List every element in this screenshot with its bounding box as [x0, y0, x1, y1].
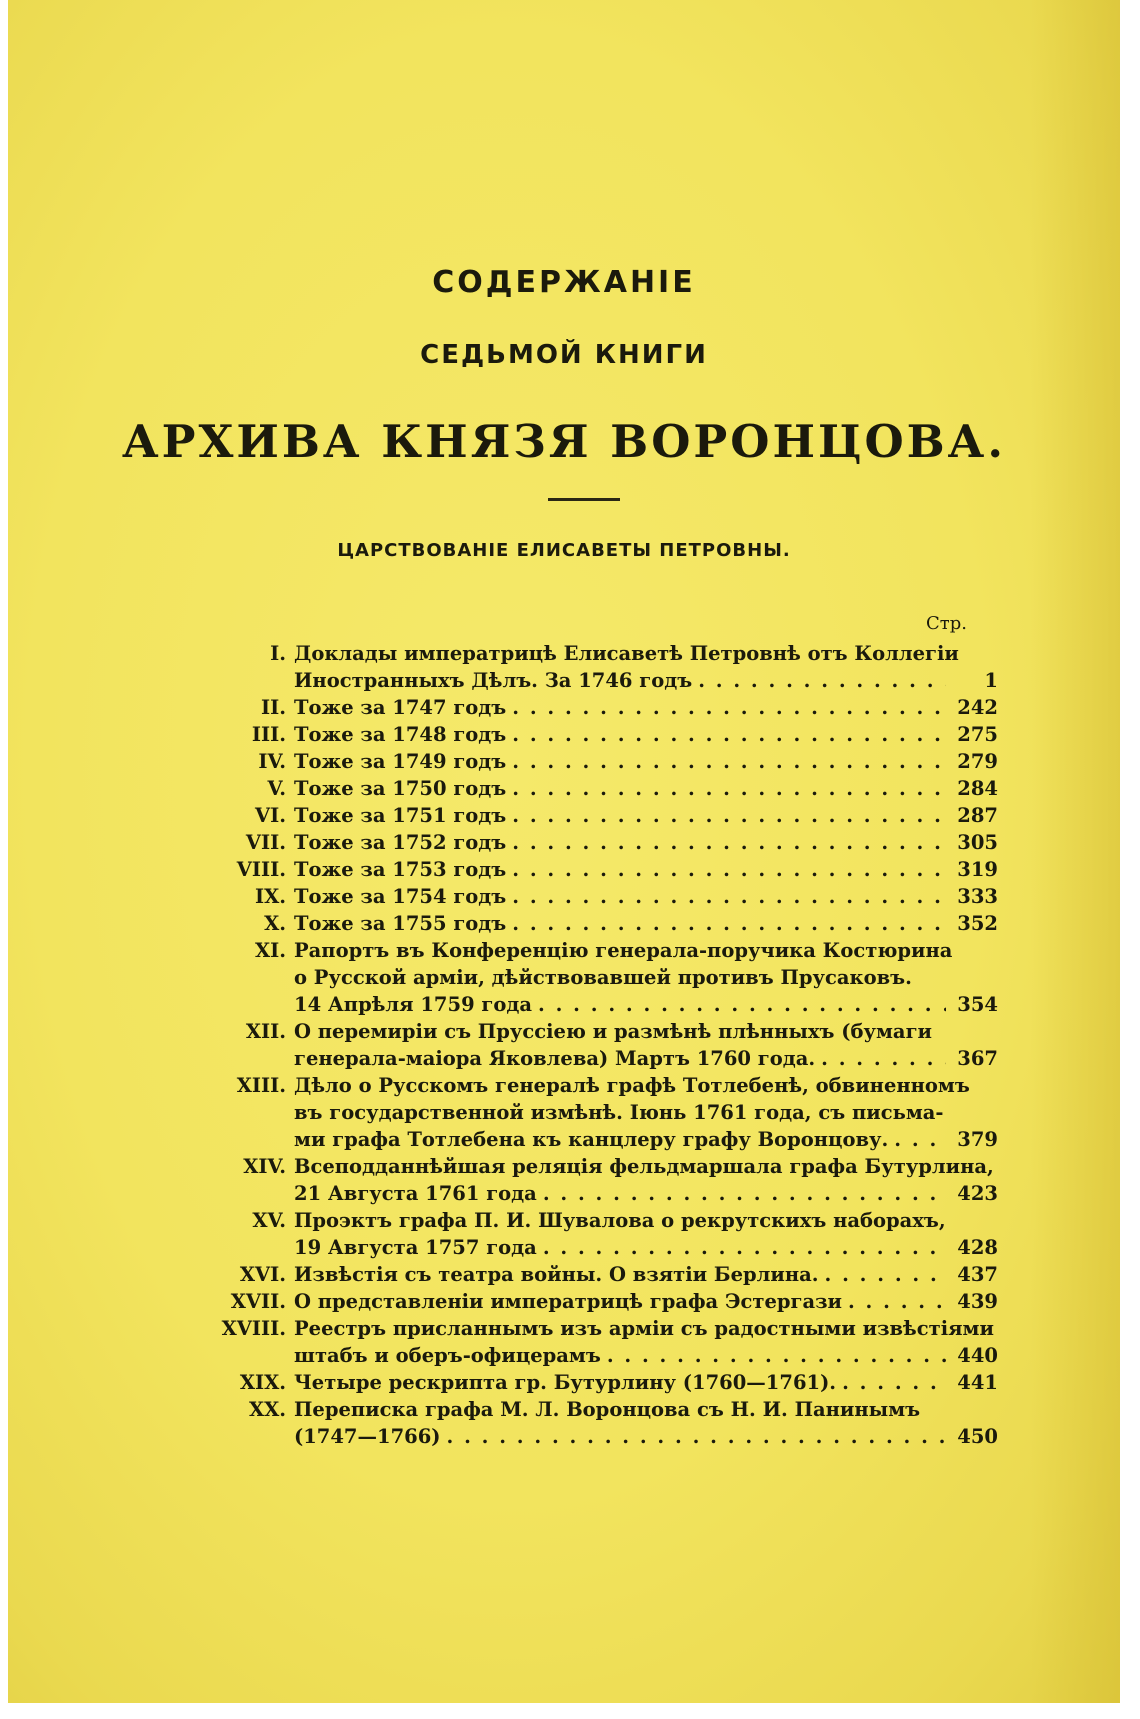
toc-entry-line [294, 1180, 998, 1207]
toc-entry-line [294, 667, 998, 694]
toc-entry-title: Тоже за 1753 годъ [294, 858, 507, 881]
toc-entry-line [294, 910, 998, 937]
toc-entry-title: Тоже за 1755 годъ [294, 912, 507, 935]
toc-entry [208, 883, 998, 910]
toc-entry-line [294, 1261, 998, 1288]
toc-entry-body [294, 1018, 998, 1072]
toc-entry-title: ми графа Тотлебена къ канцлеру графу Воронцову. [294, 1128, 889, 1151]
toc-entry [208, 802, 998, 829]
toc-page-number: 333 [957, 885, 998, 908]
toc-entry-line [294, 1099, 998, 1126]
toc-entry-number: XVI. [239, 1263, 286, 1286]
toc-entry-number: VIII. [236, 858, 286, 881]
toc-page-number: 450 [957, 1425, 998, 1448]
toc-entry-line [294, 1315, 998, 1342]
toc-entry-line [294, 1207, 998, 1234]
toc-entry-body [294, 1288, 998, 1315]
toc-entry [208, 1207, 998, 1261]
toc-entry-number: XX. [248, 1398, 286, 1421]
toc-entry-line [294, 1045, 998, 1072]
toc-entry-title: О перемиріи съ Пруссіею и размѣнѣ плѣнныхъ (бумаги [294, 1020, 932, 1043]
toc-entry [208, 1396, 998, 1450]
page-edge-shadow [1030, 0, 1120, 1703]
toc-entry-number: XIII. [236, 1074, 286, 1097]
toc-entry [208, 937, 998, 1018]
toc-leader-dots [441, 1423, 947, 1450]
toc-entry-line [294, 640, 998, 667]
toc-page-number: 428 [957, 1236, 998, 1259]
toc-leader-dots [506, 748, 946, 775]
toc-leader-dots [506, 694, 946, 721]
toc-entry-title: О представленіи императрицѣ графа Эстергази [294, 1290, 842, 1313]
toc-entry [208, 1018, 998, 1072]
toc-page-number: 437 [957, 1263, 998, 1286]
toc-entry-number: X. [264, 912, 286, 935]
toc-entry-line [294, 991, 998, 1018]
toc-entry-body [294, 1072, 998, 1153]
toc-entry-line [294, 721, 998, 748]
toc-page-number: 319 [957, 858, 998, 881]
contents-heading: СОДЕРЖАНІЕ [432, 265, 696, 300]
toc-entry [208, 856, 998, 883]
toc-entry-line [294, 775, 998, 802]
toc-entry [208, 1261, 998, 1288]
toc-entry-title: Переписка графа М. Л. Воронцова съ Н. И. Панинымъ [294, 1398, 921, 1421]
toc-entry [208, 1153, 998, 1207]
toc-page-number: 423 [957, 1182, 998, 1205]
toc-leader-dots [537, 1180, 946, 1207]
toc-entry-number: XVII. [230, 1290, 286, 1313]
toc-entry-line [294, 883, 998, 910]
toc-entry-body [294, 1261, 998, 1288]
toc-leader-dots [506, 856, 946, 883]
toc-entry [208, 910, 998, 937]
toc-entry-number: XIX. [239, 1371, 286, 1394]
toc-leader-dots [506, 775, 946, 802]
toc-page-number: 439 [957, 1290, 998, 1313]
toc-entry-line [294, 1153, 998, 1180]
toc-leader-dots [842, 1288, 946, 1315]
toc-page-number: 284 [957, 777, 998, 800]
toc-entry [208, 1072, 998, 1153]
toc-entry-body [294, 1207, 998, 1261]
toc-entry-title: Рапортъ въ Конференцію генерала-поручика Костюрина [294, 939, 953, 962]
toc-entry-body [294, 1315, 998, 1369]
toc-entry [208, 1288, 998, 1315]
toc-leader-dots [506, 883, 946, 910]
toc-entry-line [294, 1342, 998, 1369]
toc-entry [208, 775, 998, 802]
toc-page-number: 352 [957, 912, 998, 935]
toc-page-number: 354 [957, 993, 998, 1016]
toc-page-number: 379 [957, 1128, 998, 1151]
toc-entry [208, 1315, 998, 1369]
toc-leader-dots [506, 721, 946, 748]
toc-entry-title: Четыре рескрипта гр. Бутурлину (1760—1761). [294, 1371, 837, 1394]
toc-entry-line [294, 1396, 998, 1423]
reign-heading: ЦАРСТВОВАНІЕ ЕЛИСАВЕТЫ ПЕТРОВНЫ. [337, 540, 791, 561]
toc-entry-number: XI. [254, 939, 286, 962]
toc-entry-line [294, 748, 998, 775]
toc-page-number: 441 [957, 1371, 998, 1394]
book-subtitle: СЕДЬМОЙ КНИГИ [420, 340, 708, 370]
toc-entry-body [294, 694, 998, 721]
toc-page-number: 367 [957, 1047, 998, 1070]
toc-page-number: 275 [957, 723, 998, 746]
toc-entry [208, 721, 998, 748]
toc-page-number: 287 [957, 804, 998, 827]
toc-entry-body [294, 1396, 998, 1450]
toc-entry-line [294, 802, 998, 829]
toc-entry-number: II. [260, 696, 286, 719]
toc-leader-dots [506, 910, 946, 937]
toc-entry-number: IV. [258, 750, 286, 773]
toc-entry-title: Тоже за 1754 годъ [294, 885, 507, 908]
toc-entry-title: Тоже за 1750 годъ [294, 777, 507, 800]
toc-entry-line [294, 937, 998, 964]
toc-entry-title: Реестръ присланнымъ изъ арміи съ радостными извѣстіями [294, 1317, 994, 1340]
toc-entry-body [294, 910, 998, 937]
table-of-contents [208, 640, 998, 1450]
toc-entry-number: IX. [254, 885, 286, 908]
toc-leader-dots [537, 1234, 946, 1261]
toc-entry-number: I. [270, 642, 286, 665]
toc-entry-number: III. [251, 723, 286, 746]
toc-page-number: 440 [957, 1344, 998, 1367]
toc-entry-line [294, 1072, 998, 1099]
toc-entry-body [294, 1153, 998, 1207]
toc-page-number: 242 [957, 696, 998, 719]
toc-entry [208, 694, 998, 721]
toc-entry-body [294, 640, 998, 694]
toc-leader-dots [532, 991, 946, 1018]
toc-page-number: 279 [957, 750, 998, 773]
toc-entry-line [294, 694, 998, 721]
toc-entry-body [294, 802, 998, 829]
page-column-label: Стр. [926, 613, 967, 634]
toc-leader-dots [692, 667, 946, 694]
toc-entry-line [294, 1126, 998, 1153]
toc-entry-line [294, 1234, 998, 1261]
toc-entry-body [294, 883, 998, 910]
toc-entry-line [294, 964, 998, 991]
toc-entry-title: Тоже за 1747 годъ [294, 696, 507, 719]
toc-entry-number: XIV. [243, 1155, 286, 1178]
toc-entry-title: Тоже за 1749 годъ [294, 750, 507, 773]
toc-entry-title: Тоже за 1751 годъ [294, 804, 507, 827]
toc-entry-title: Извѣстія съ театра войны. О взятіи Берлина. [294, 1263, 819, 1286]
toc-entry-line [294, 1018, 998, 1045]
toc-entry-number: XVIII. [221, 1317, 286, 1340]
toc-page-number: 1 [984, 669, 998, 692]
toc-entry-title: Проэктъ графа П. И. Шувалова о рекрутскихъ наборахъ, [294, 1209, 946, 1232]
toc-entry-line [294, 829, 998, 856]
toc-entry-title: Доклады императрицѣ Елисаветѣ Петровнѣ отъ Коллегіи [294, 642, 959, 665]
toc-leader-dots [601, 1342, 946, 1369]
toc-page-number: 305 [957, 831, 998, 854]
toc-entry-title: Тоже за 1752 годъ [294, 831, 507, 854]
toc-entry-title: 19 Августа 1757 года [294, 1236, 537, 1259]
toc-entry [208, 748, 998, 775]
book-page [8, 0, 1120, 1703]
toc-entry-body [294, 829, 998, 856]
toc-entry-title: Дѣло о Русскомъ генералѣ графѣ Тотлебенѣ, обвиненномъ [294, 1074, 970, 1097]
toc-entry [208, 1369, 998, 1396]
toc-entry-title: 21 Августа 1761 года [294, 1182, 537, 1205]
toc-entry-line [294, 1288, 998, 1315]
toc-entry-number: VI. [254, 804, 286, 827]
toc-entry-number: XV. [252, 1209, 286, 1232]
toc-entry-title: Всеподданнѣйшая реляція фельдмаршала графа Бутурлина, [294, 1155, 994, 1178]
toc-leader-dots [888, 1126, 946, 1153]
toc-entry-title: штабъ и оберъ-офицерамъ [294, 1344, 601, 1367]
toc-entry-title: генерала-маіора Яковлева) Мартъ 1760 года. [294, 1047, 816, 1070]
toc-leader-dots [506, 829, 946, 856]
toc-entry-title: (1747—1766) [294, 1425, 441, 1448]
title-divider [548, 498, 620, 501]
toc-entry [208, 829, 998, 856]
toc-entry-number: XII. [245, 1020, 286, 1043]
toc-leader-dots [506, 802, 946, 829]
toc-entry-body [294, 1369, 998, 1396]
toc-entry-title: о Русской арміи, дѣйствовавшей противъ Прусаковъ. [294, 966, 912, 989]
toc-entry-body [294, 721, 998, 748]
toc-entry-title: 14 Апрѣля 1759 года [294, 993, 533, 1016]
toc-entry-line [294, 1369, 998, 1396]
toc-leader-dots [815, 1045, 946, 1072]
toc-entry-title: Тоже за 1748 годъ [294, 723, 507, 746]
toc-entry-body [294, 775, 998, 802]
toc-entry-title: Иностранныхъ Дѣлъ. За 1746 годъ [294, 669, 693, 692]
toc-entry-line [294, 1423, 998, 1450]
archive-title: АРХИВА КНЯЗЯ ВОРОНЦОВА. [121, 415, 1007, 468]
toc-entry [208, 640, 998, 694]
toc-entry-line [294, 856, 998, 883]
toc-entry-number: VII. [245, 831, 286, 854]
toc-entry-body [294, 856, 998, 883]
toc-entry-body [294, 937, 998, 1018]
toc-entry-body [294, 748, 998, 775]
toc-leader-dots [836, 1369, 946, 1396]
toc-entry-number: V. [267, 777, 286, 800]
toc-entry-title: въ государственной измѣнѣ. Іюнь 1761 года, съ письма- [294, 1101, 944, 1124]
toc-leader-dots [819, 1261, 946, 1288]
